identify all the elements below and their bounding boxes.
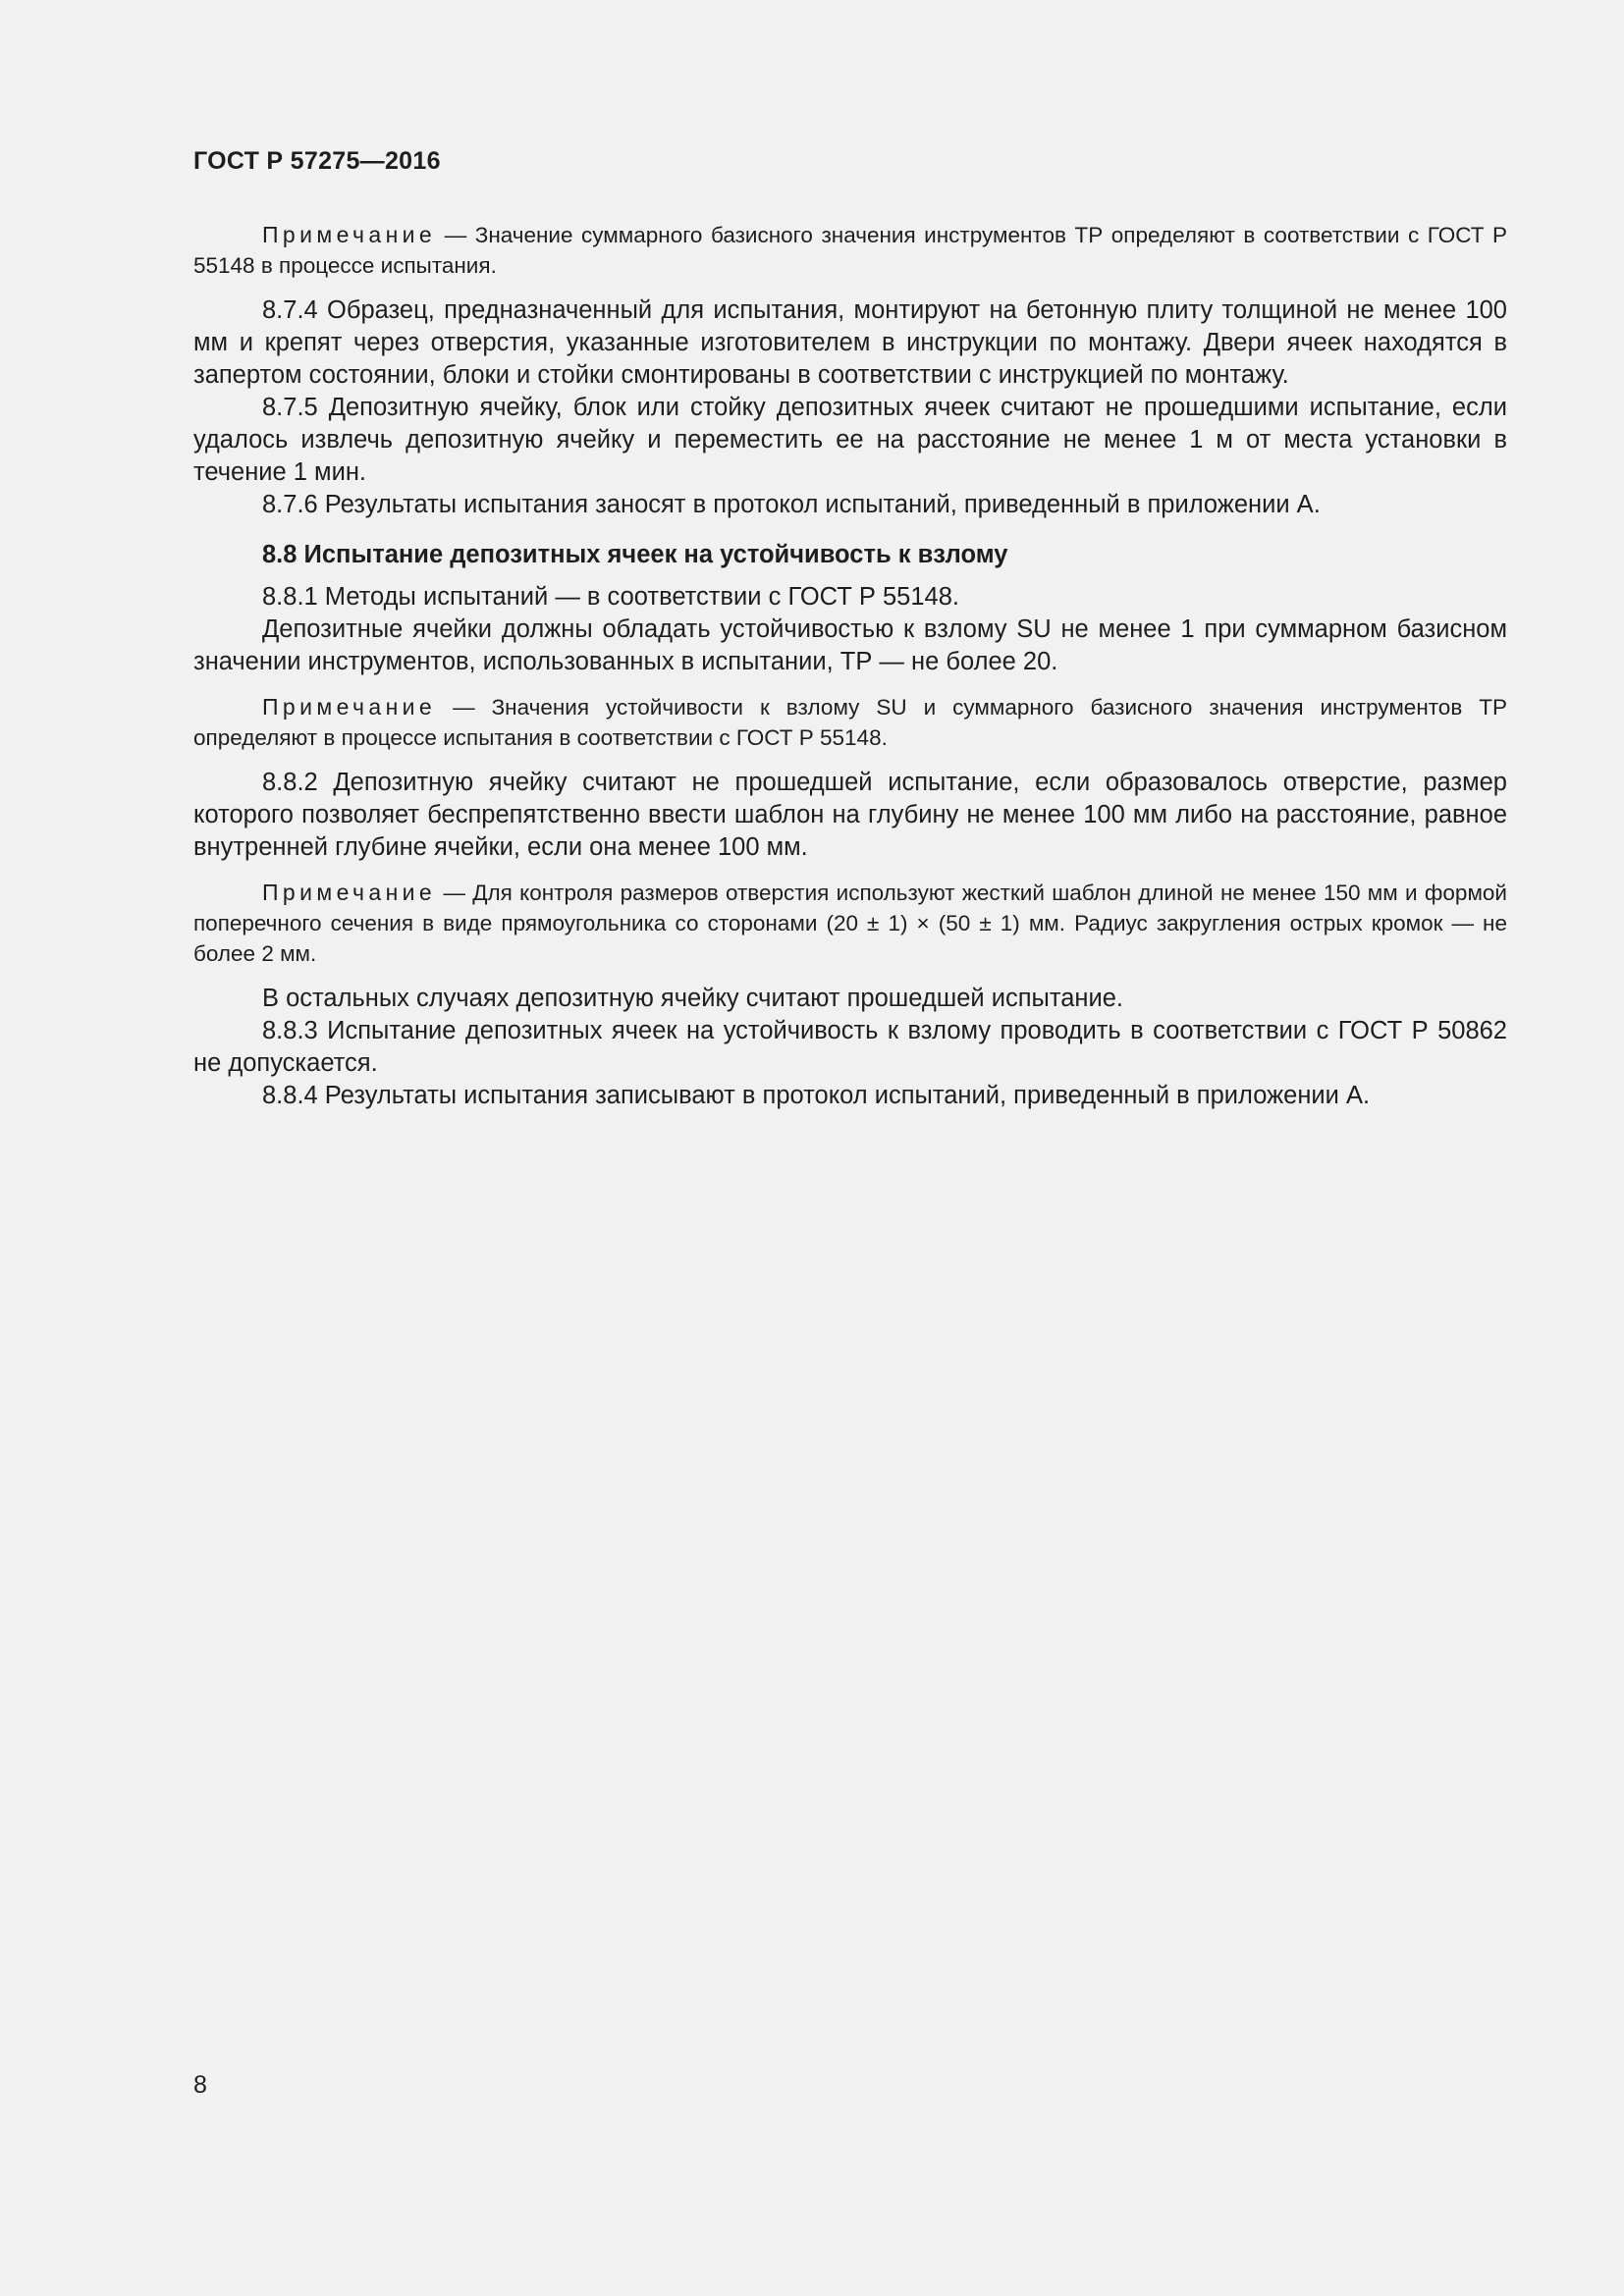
clause-8-8-4: 8.8.4 Результаты испытания записывают в протокол испытаний, приведенный в приложении А. (262, 1082, 1371, 1109)
note-text: — Значение суммарного базисного значения инструментов ТР определяют в соответствии с ГОСТ Р 55148 в процессе испытания. (193, 223, 1507, 278)
note-paragraph (193, 220, 1507, 281)
clause-8-8-3: 8.8.3 Испытание депозитных ячеек на устойчивость к взлому проводить в соответствии с ГОСТ Р 50862 не допускается. (193, 1017, 1507, 1077)
note-label: Примечание (262, 222, 437, 247)
clause-8-7-6: 8.7.6 Результаты испытания заносят в протокол испытаний, приведенный в приложении А. (262, 491, 1321, 518)
note-paragraph (193, 692, 1507, 753)
document-designation: ГОСТ Р 57275—2016 (193, 147, 441, 175)
clause-8-8-2-pass: В остальных случаях депозитную ячейку считают прошедшей испытание. (262, 985, 1124, 1012)
page-content (193, 220, 1507, 1112)
note-paragraph (193, 878, 1507, 969)
note-text: — Для контроля размеров отверстия используют жесткий шаблон длиной не менее 150 мм и формой поперечного сечения в виде прямоугольника со сторонами (20 ± 1) × (50 ± 1) мм. Радиус закругления острых кромок — не более 2 мм. (193, 881, 1507, 966)
clause-8-7-5: 8.7.5 Депозитную ячейку, блок или стойку депозитных ячеек считают не прошедшими испытание, если удалось извлечь депозитную ячейку и переместить ее на расстояние не менее 1 м от места установки в течение 1 мин. (193, 394, 1507, 486)
clause-8-8-1: 8.8.1 Методы испытаний — в соответствии с ГОСТ Р 55148. (262, 583, 959, 611)
page-number: 8 (193, 2071, 207, 2099)
clause-8-7-4: 8.7.4 Образец, предназначенный для испытания, монтируют на бетонную плиту толщиной не менее 100 мм и крепят через отверстия, указанные изготовителем в инструкции по монтажу. Двери ячеек находятся в запертом состоянии, блоки и стойки смонтированы в соответствии с инструкцией по монтажу. (193, 296, 1507, 389)
note-label: Примечание (262, 880, 437, 905)
section-heading-8-8: 8.8 Испытание депозитных ячеек на устойчивость к взлому (262, 541, 1008, 568)
clause-8-8-2: 8.8.2 Депозитную ячейку считают не прошедшей испытание, если образовалось отверстие, размер которого позволяет беспрепятственно ввести шаблон на глубину не менее 100 мм либо на расстояние, равное внутренней глубине ячейки, если она менее 100 мм. (193, 769, 1507, 861)
note-label: Примечание (262, 694, 437, 720)
note-text: — Значения устойчивости к взлому SU и суммарного базисного значения инструментов ТР определяют в процессе испытания в соответствии с ГОСТ Р 55148. (193, 695, 1507, 750)
clause-8-8-1-requirement: Депозитные ячейки должны обладать устойчивостью к взлому SU не менее 1 при суммарном базисном значении инструментов, использованных в испытании, ТР — не более 20. (193, 615, 1507, 675)
